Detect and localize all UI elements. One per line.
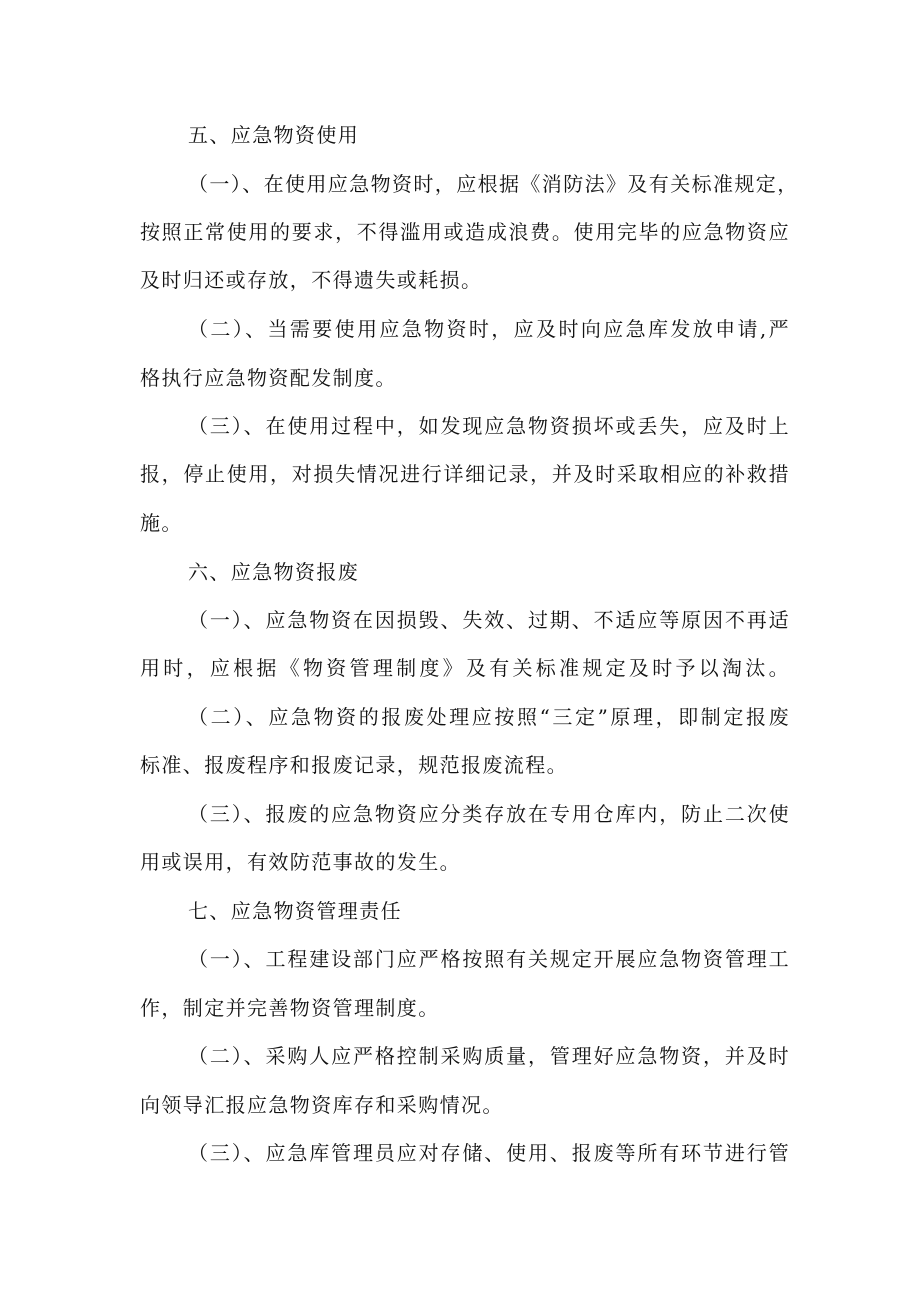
paragraph-line: 标准、报废程序和报废记录，规范报废流程。 — [140, 753, 568, 777]
section-heading-seven: 七、应急物资管理责任 — [188, 899, 402, 923]
paragraph-line: （一）、工程建设部门应严格按照有关规定开展应急物资管理工 — [188, 947, 790, 971]
paragraph-line: （三）、应急库管理员应对存储、使用、报废等所有环节进行管 — [188, 1141, 790, 1165]
paragraph-line: 用时，应根据《物资管理制度》及有关标准规定及时予以淘汰。 — [140, 656, 790, 680]
paragraph-line: 用或误用，有效防范事故的发生。 — [140, 850, 461, 874]
paragraph-line: （二）、应急物资的报废处理应按照“三定”原理，即制定报废 — [188, 705, 790, 729]
paragraph-line: （一）、应急物资在因损毁、失效、过期、不适应等原因不再适 — [188, 608, 790, 632]
paragraph-line: 向领导汇报应急物资库存和采购情况。 — [140, 1093, 504, 1117]
paragraph-line: 格执行应急物资配发制度。 — [140, 366, 397, 390]
paragraph-line: （一）、在使用应急物资时，应根据《消防法》及有关标准规定， — [188, 172, 799, 196]
paragraph-line: 施。 — [140, 511, 183, 535]
paragraph-line: 作，制定并完善物资管理制度。 — [140, 996, 440, 1020]
section-heading-five: 五、应急物资使用 — [188, 123, 360, 147]
paragraph-line: （三）、在使用过程中，如发现应急物资损坏或丢失，应及时上 — [188, 414, 790, 438]
paragraph-line: （二）、采购人应严格控制采购质量，管理好应急物资，并及时 — [188, 1044, 790, 1068]
paragraph-line: （二）、当需要使用应急物资时，应及时向应急库发放申请,严 — [188, 317, 790, 341]
paragraph-line: （三）、报废的应急物资应分类存放在专用仓库内，防止二次使 — [188, 802, 790, 826]
paragraph-line: 按照正常使用的要求，不得滥用或造成浪费。使用完毕的应急物资应 — [140, 220, 790, 244]
paragraph-line: 及时归还或存放，不得遗失或耗损。 — [140, 268, 483, 292]
section-heading-six: 六、应急物资报废 — [188, 560, 360, 584]
paragraph-line: 报，停止使用，对损失情况进行详细记录，并及时采取相应的补救措 — [140, 462, 790, 486]
